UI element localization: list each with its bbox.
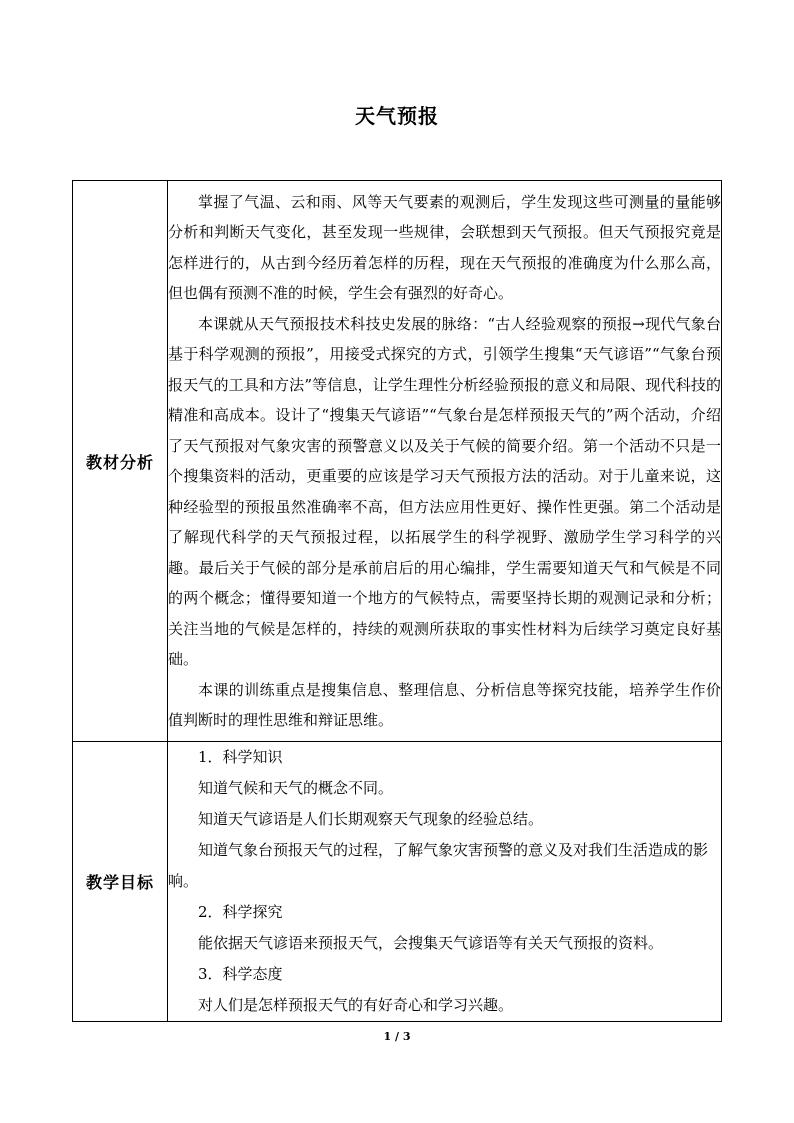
goal-heading: 1．科学知识	[198, 748, 283, 766]
textbook-analysis-content	[168, 181, 722, 742]
document-title: 天气预报	[355, 104, 439, 128]
analysis-paragraph: 掌握了气温、云和雨、风等天气要素的观测后，学生发现这些可测量的量能够分析和判断天气变化，甚至发现一些规律，会联想到天气预报。但天气预报究竟是怎样进行的，从古到今经历着怎样的历程，现在天气预报的准确度为什么那么高，但也偶有预测不准的时候，学生会有强烈的好奇心。	[168, 192, 721, 302]
goal-heading: 3．科学态度	[198, 965, 283, 983]
row-label-textbook-analysis: 教材分析	[73, 181, 168, 742]
lesson-plan-table	[72, 180, 722, 1022]
table-row-textbook-analysis	[73, 181, 722, 742]
teaching-goals-content	[168, 742, 722, 1022]
goal-item: 能依据天气谚语来预报天气，会搜集天气谚语等有关天气预报的资料。	[198, 934, 664, 952]
goal-item: 知道气象台预报天气的过程，了解气象灾害预警的意义及对我们生活造成的影响。	[168, 841, 709, 890]
analysis-paragraph: 本课就从天气预报技术科技史发展的脉络：“古人经验观察的预报→现代气象台基于科学观测的预报”，用接受式探究的方式，引领学生搜集“天气谚语”“气象台预报天气的工具和方法”等信息，让学生理性分析经验预报的意义和局限、现代科技的精准和高成本。设计了“搜集天气谚语”“气象台是怎样预报天气的”两个活动，介绍了天气预报对气象灾害的预警意义以及关于气候的简要介绍。第一个活动不只是一个搜集资料的活动，更重要的应该是学习天气预报方法的活动。对于儿童来说，这种经验型的预报虽然准确率不高，但方法应用性更好、操作性更强。第二个活动是了解现代科学的天气预报过程，以拓展学生的科学视野、激励学生学习科学的兴趣。最后关于气候的部分是承前启后的用心编排，学生需要知道天气和气候是不同的两个概念；懂得要知道一个地方的气候特点，需要坚持长期的观测记录和分析；关注当地的气候是怎样的，持续的观测所获取的事实性材料为后续学习奠定良好基础。	[168, 314, 721, 668]
page-number: 1 / 3	[383, 1030, 411, 1043]
goal-item: 对人们是怎样预报天气的有好奇心和学习兴趣。	[198, 996, 514, 1014]
row-label-teaching-goals: 教学目标	[73, 742, 168, 1022]
table-row-teaching-goals	[73, 742, 722, 1022]
goal-item: 知道气候和天气的概念不同。	[198, 779, 394, 797]
goal-heading: 2．科学探究	[198, 903, 283, 921]
goal-item: 知道天气谚语是人们长期观察天气现象的经验总结。	[198, 810, 544, 828]
analysis-paragraph: 本课的训练重点是搜集信息、整理信息、分析信息等探究技能，培养学生作价值判断时的理性思维和辩证思维。	[168, 680, 721, 729]
